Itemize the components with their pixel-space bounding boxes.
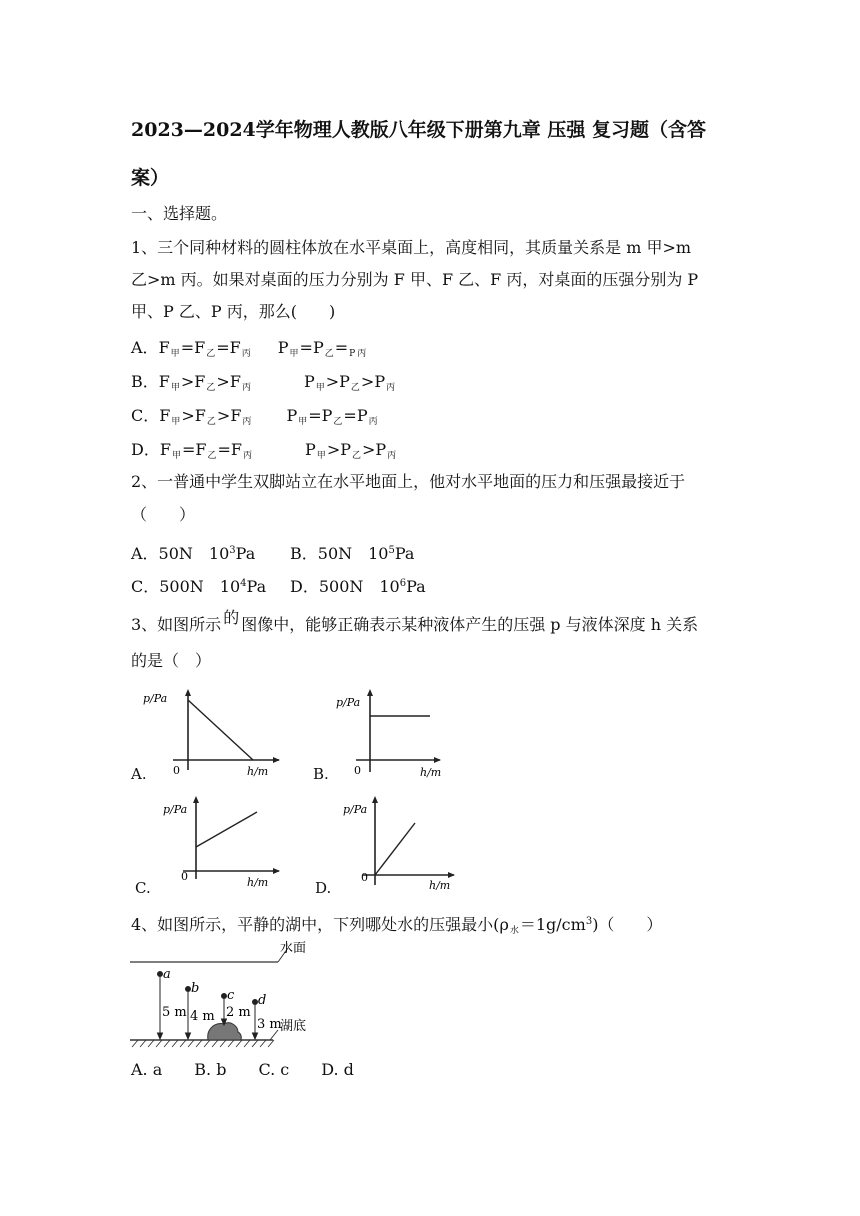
q1-option-b: B．$F_甲>F_乙>F_丙$ $P_甲>P_乙>P_丙$ [131,372,396,393]
q4-line-1: 4、如图所示，平静的湖中，下列哪处水的压强最小$(\rho_水=1g/cm^3)$（ ） [131,915,663,936]
point-b-label: b [191,981,200,996]
svg-text:0: 0 [361,871,368,884]
depth-d-label: 3 m [257,1017,282,1032]
q2-option-b: B．50N $10^5Pa$ [290,544,415,563]
svg-text:h/m: h/m [429,879,451,890]
q1-line-1: 1、三个同种材料的圆柱体放在水平桌面上，高度相同，其质量关系是 m 甲>m [131,238,692,257]
q2-line-2: （ ） [131,505,196,524]
q1-option-d: D．$F_甲=F_乙=F_丙$ $P_甲>P_乙>P_丙$ [131,440,397,461]
q4-options: A. a B. b C. c D. d [131,1060,354,1079]
q1-line-3: 甲、P 乙、P 丙，那么( ) [131,302,336,321]
lake-bottom-hatching [132,1040,274,1047]
point-d-label: d [258,993,267,1008]
lake-bottom-label: 湖底 [280,1019,307,1034]
q3-line-2: 的是（ ） [131,651,212,670]
q1-option-c: C．$F_甲>F_乙>F_丙$ $P_甲=P_乙=P_丙$ [131,406,378,427]
svg-text:p/Pa: p/Pa [336,696,361,709]
q3-option-d-label: D. [315,879,332,897]
q3-graph-c [163,795,283,887]
svg-text:h/m: h/m [420,766,442,779]
q1-option-a: A．$F_甲=F_乙=F_丙$ $P_甲=P_乙=_P$ $_丙$ [131,338,367,359]
depth-a-label: 5 m [162,1005,187,1020]
point-a-dot [158,972,163,977]
q3-option-b-label: B. [313,765,329,783]
q3-line-1: 3、如图所示 的 图像中，能够正确表示某种液体产生的压强 p 与液体深度 h 关系 [131,608,699,634]
water-surface-label: 水面 [280,941,307,956]
point-d-dot [253,1000,258,1005]
q3-graph-d [343,795,458,890]
q3-option-a-label: A. [131,765,147,783]
q3-graph-a [143,688,283,780]
q2-option-d: D．500N $10^6Pa$ [290,577,426,596]
svg-text:p/Pa: p/Pa [163,803,188,816]
section-heading: 一、选择题。 [131,204,228,223]
q1-line-2: 乙>m 丙。如果对桌面的压力分别为 F 甲、F 乙、F 丙，对桌面的压强分别为 P [131,270,699,289]
point-a-label: a [163,967,171,982]
depth-c-label: 2 m [226,1005,251,1020]
svg-text:0: 0 [354,764,361,777]
q2-line-1: 2、一普通中学生双脚站立在水平地面上，他对水平地面的压力和压强最接近于 [131,472,686,491]
q2-option-c: C．500N $10^4Pa$ [131,577,267,596]
depth-b-label: 4 m [190,1009,215,1024]
q3-graph-b [336,688,446,780]
svg-text:h/m: h/m [247,765,269,778]
document-title: 2023—2024学年物理人教版八年级下册第九章 压强 复习题（含答案） [131,119,706,189]
q2-option-a: A．50N $10^3Pa$ [131,544,256,563]
rock [208,1023,242,1040]
point-b-dot [186,987,191,992]
svg-text:0: 0 [173,764,180,777]
point-c-dot [222,994,227,999]
point-c-label: c [227,988,235,1003]
svg-text:p/Pa: p/Pa [143,692,168,705]
svg-text:0: 0 [181,870,188,883]
q4-lake-diagram [128,936,328,1052]
svg-text:p/Pa: p/Pa [343,803,368,816]
svg-text:h/m: h/m [247,876,269,887]
q3-option-c-label: C. [135,879,151,897]
